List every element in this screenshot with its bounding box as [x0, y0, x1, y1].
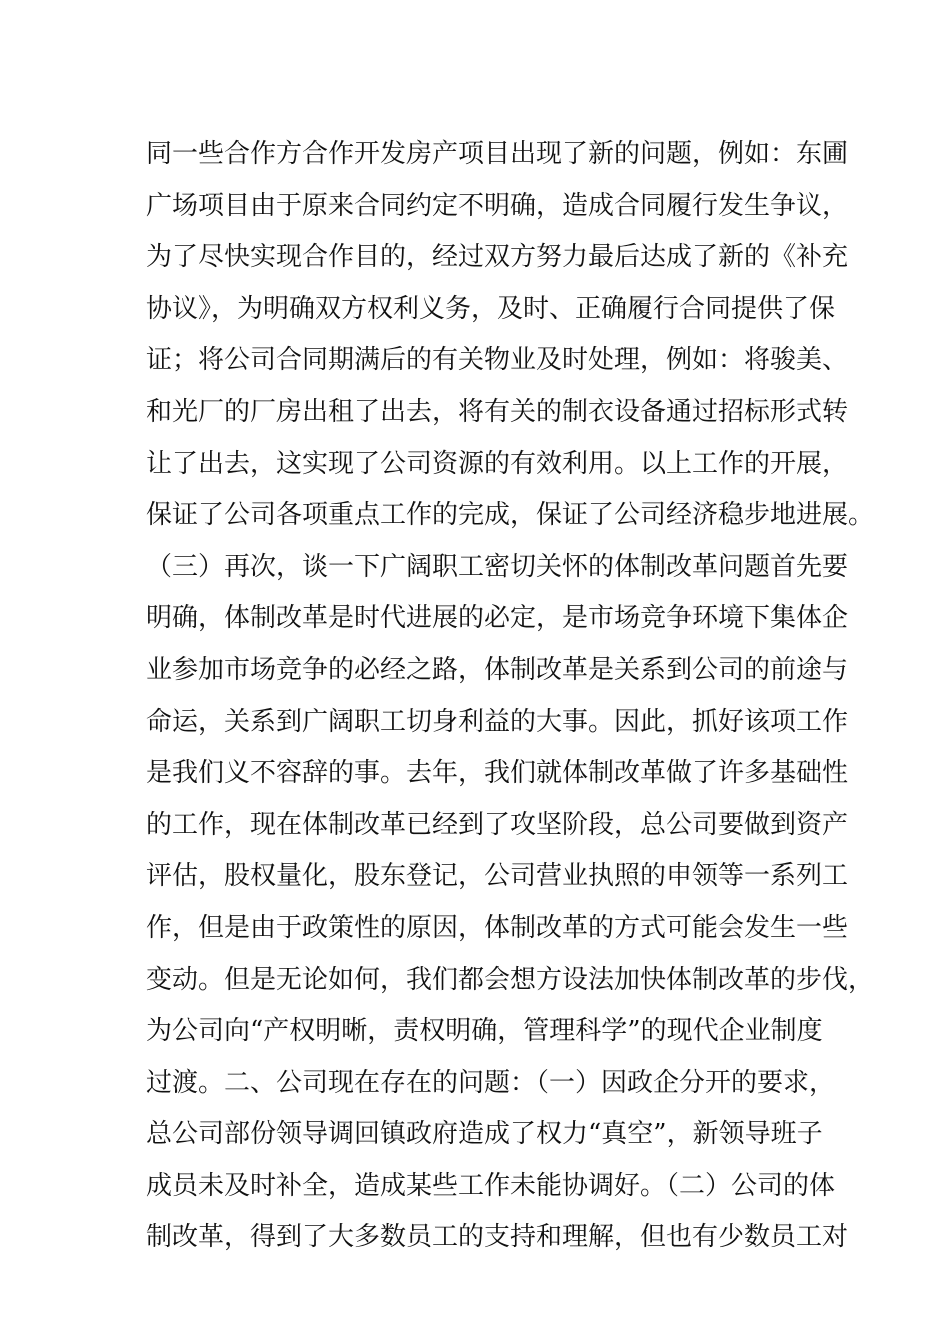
text-line: 的工作，现在体制改革已经到了攻坚阶段，总公司要做到资产 [146, 809, 849, 840]
text-line: 让了出去，这实现了公司资源的有效利用。以上工作的开展， [146, 448, 849, 479]
text-line: 总公司部份领导调回镇政府造成了权力“真空”，新领导班子 [146, 1119, 823, 1150]
text-line: 协议》，为明确双方权利义务，及时、正确履行合同提供了保 [146, 293, 836, 324]
text-line: 过渡。二、公司现在存在的问题：（一）因政企分开的要求， [146, 1067, 836, 1098]
text-line: 是我们义不容辞的事。去年，我们就体制改革做了许多基础性 [146, 758, 849, 789]
text-line: 广场项目由于原来合同约定不明确，造成合同履行发生争议， [146, 190, 849, 221]
text-line: 明确，体制改革是时代进展的必定，是市场竞争环境下集体企 [146, 603, 849, 634]
text-line: 证；将公司合同期满后的有关物业及时处理，例如：将骏美、 [146, 345, 849, 376]
text-line: 保证了公司各项重点工作的完成，保证了公司经济稳步地进展。 [146, 500, 875, 531]
text-line: 为公司向“产权明晰，责权明确，管理科学”的现代企业制度 [146, 1016, 823, 1047]
text-line: 成员未及时补全，造成某些工作未能协调好。（二）公司的体 [146, 1170, 836, 1201]
body-text [146, 129, 875, 1264]
text-line: 为了尽快实现合作目的，经过双方努力最后达成了新的《补充 [146, 242, 849, 273]
text-line: 业参加市场竞争的必经之路，体制改革是关系到公司的前途与 [146, 654, 849, 685]
text-line: 制改革，得到了大多数员工的支持和理解，但也有少数员工对 [146, 1222, 849, 1253]
text-line: 命运，关系到广阔职工切身利益的大事。因此，抓好该项工作 [146, 706, 849, 737]
text-line: 作，但是由于政策性的原因，体制改革的方式可能会发生一些 [146, 912, 849, 943]
text-line: （三）再次，谈一下广阔职工密切关怀的体制改革问题首先要 [146, 551, 849, 582]
text-line: 变动。但是无论如何，我们都会想方设法加快体制改革的步伐， [146, 964, 875, 995]
text-line: 评估，股权量化，股东登记，公司营业执照的申领等一系列工 [146, 861, 849, 892]
text-line: 和光厂的厂房出租了出去，将有关的制衣设备通过招标形式转 [146, 396, 849, 427]
text-line: 同一些合作方合作开发房产项目出现了新的问题，例如：东圃 [146, 139, 849, 169]
